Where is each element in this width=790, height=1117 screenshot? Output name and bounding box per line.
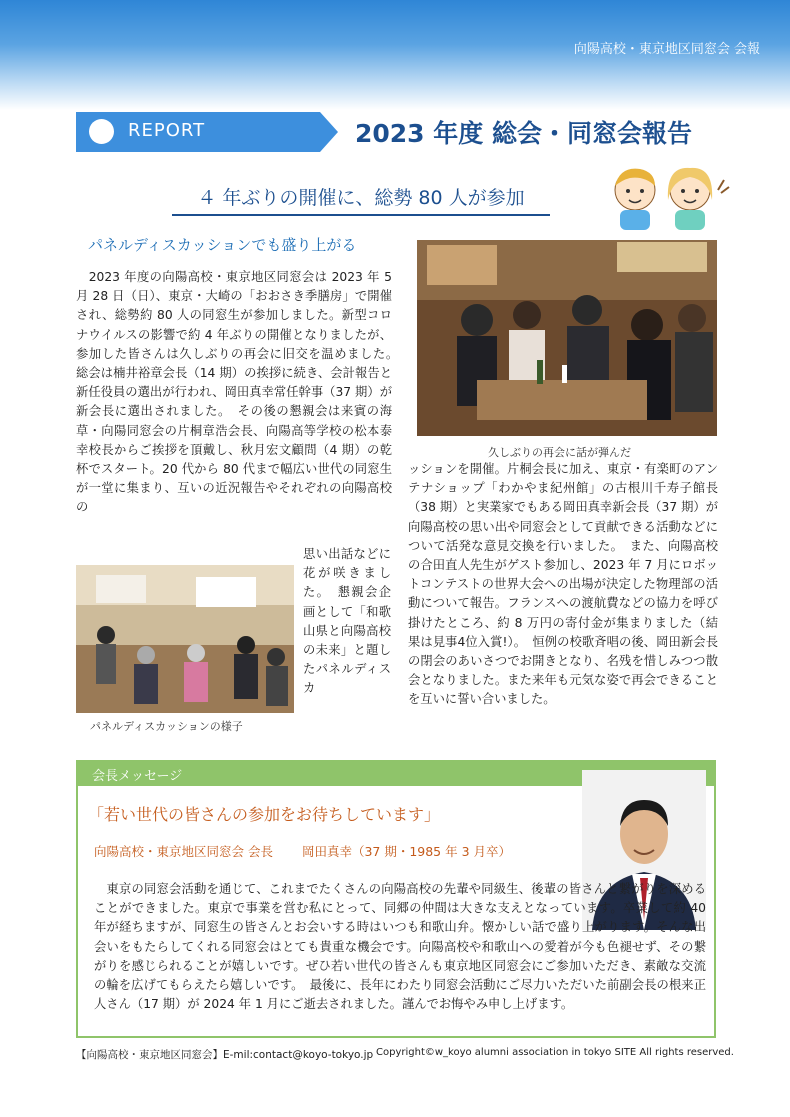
photo-caption-reunion: 久しぶりの再会に話が弾んだ [488,446,631,459]
report-arrow-shape [76,112,338,152]
president-message-box [76,760,716,1038]
photo-caption-panel: パネルディスカッションの様子 [90,720,243,733]
footer-copyright: Copyright©w_koyo alumni association in tokyo SITE All rights reserved. [376,1047,734,1058]
message-body: 東京の同窓会活動を通じて、これまでたくさんの向陽高校の先輩や同級生、後輩の皆さんと繋がりを深めることができました。東京で事業を営む私にとって、同郷の仲間は大きな支えとなっています。卒業して約 40 年が経ちますが、同窓生の皆さんとお会いする時はいつも和歌山弁。懐かしい話で盛り上がります。そんな出会いをもたらしてくれる同窓会はとても貴重な機会です。向陽高校や和歌山への愛着が今も色褪せず、その繋がりを感じられることが嬉しいです。ぜひ若い世代の皆さんも東京地区同窓会にご参加いただき、素敵な交流の輪を広げてもらえたら嬉しいです。 最後に、長年にわたり同窓会活動にご尽力いただいた前副会長の根来正人さん（17 期）が 2024 年 1 月にご逝去されました。謹んでお悔やみ申し上げます。 [94,882,706,1012]
report-label: REPORT [128,120,206,141]
newsletter-title: 向陽高校・東京地区同窓会 会報 [573,42,760,57]
footer-contact: 【向陽高校・東京地区同窓会】E-mil:contact@koyo-tokyo.jp [76,1049,374,1061]
message-title: 「若い世代の皆さんの参加をお待ちしています」 [88,805,441,824]
article-subtitle: ４ 年ぶりの開催に、総勢 80 人が参加 [172,183,550,216]
article-column-1-narrow: 思い出話などに花が咲きました。 懇親会企画として「和歌山県と向陽高校の未来」と題したパネルディスカ [303,547,391,696]
report-tag [76,112,336,152]
article-column-2: ッションを開催。片桐会長に加え、東京・有楽町のアンテナショップ「わかやま紀州館」の古根川千寿子館長（38 期）と実業家でもある岡田真幸新会長（37 期）が向陽高校の思い出や同窓会として貢献できる活動などについて活発な意見交換を行いました。 また、向陽高校の合田直人先生がゲスト参加し、2023 年 7 月にロボットコンテストの世界大会への出場が決定した物理部の活動について報告。フランスへの渡航費などの協力を呼び掛けたところ、約 8 万円の寄付金が集まりました（結果は見事4位入賞!）。 恒例の校歌斉唱の後、岡田新会長の閉会のあいさつでお開きとなり、名残を惜しみつつ散会となりました。また来年も元気な姿で再会できることを互いに誓い合いました。 [408,462,718,707]
circle-icon [89,119,114,144]
header-banner [0,0,790,110]
panel-discussion-photo [76,565,294,713]
reunion-photo [417,240,717,436]
kids-illustration-icon [600,160,730,230]
section-heading: パネルディスカッションでも盛り上がる [88,236,357,254]
message-header-label: 会長メッセージ [92,769,183,784]
page-title: 2023 年度 総会・同窓会報告 [355,119,692,148]
message-author: 向陽高校・東京地区同窓会 会長 岡田真幸（37 期・1985 年 3 月卒） [94,844,512,859]
article-column-1: 2023 年度の向陽高校・東京地区同窓会は 2023 年 5 月 28 日（日）、東京・大崎の「おおさき季膳房」で開催され、総勢約 80 人の同窓生が参加しました。新型コロナウイルスの影響で約 4 年ぶりの開催となりましたが、参加した皆さんは久しぶりの再会に旧交を温めました。 総会は楠井裕章会長（14 期）の挨拶に続き、会計報告と新任役員の選出が行われ、岡田真幸常任幹事（37 期）が新会長に選出されました。 その後の懇親会は来賓の海草・向陽同窓会の片桐章浩会長、向陽高等学校の松本泰幸校長からご挨拶を頂戴し、秋月宏文顧問（4 期）の乾杯でスタート。20 代から 80 代まで幅広い世代の同窓生が一堂に集まり、互いの近況報告やそれぞれの向陽高校の [76,270,405,515]
